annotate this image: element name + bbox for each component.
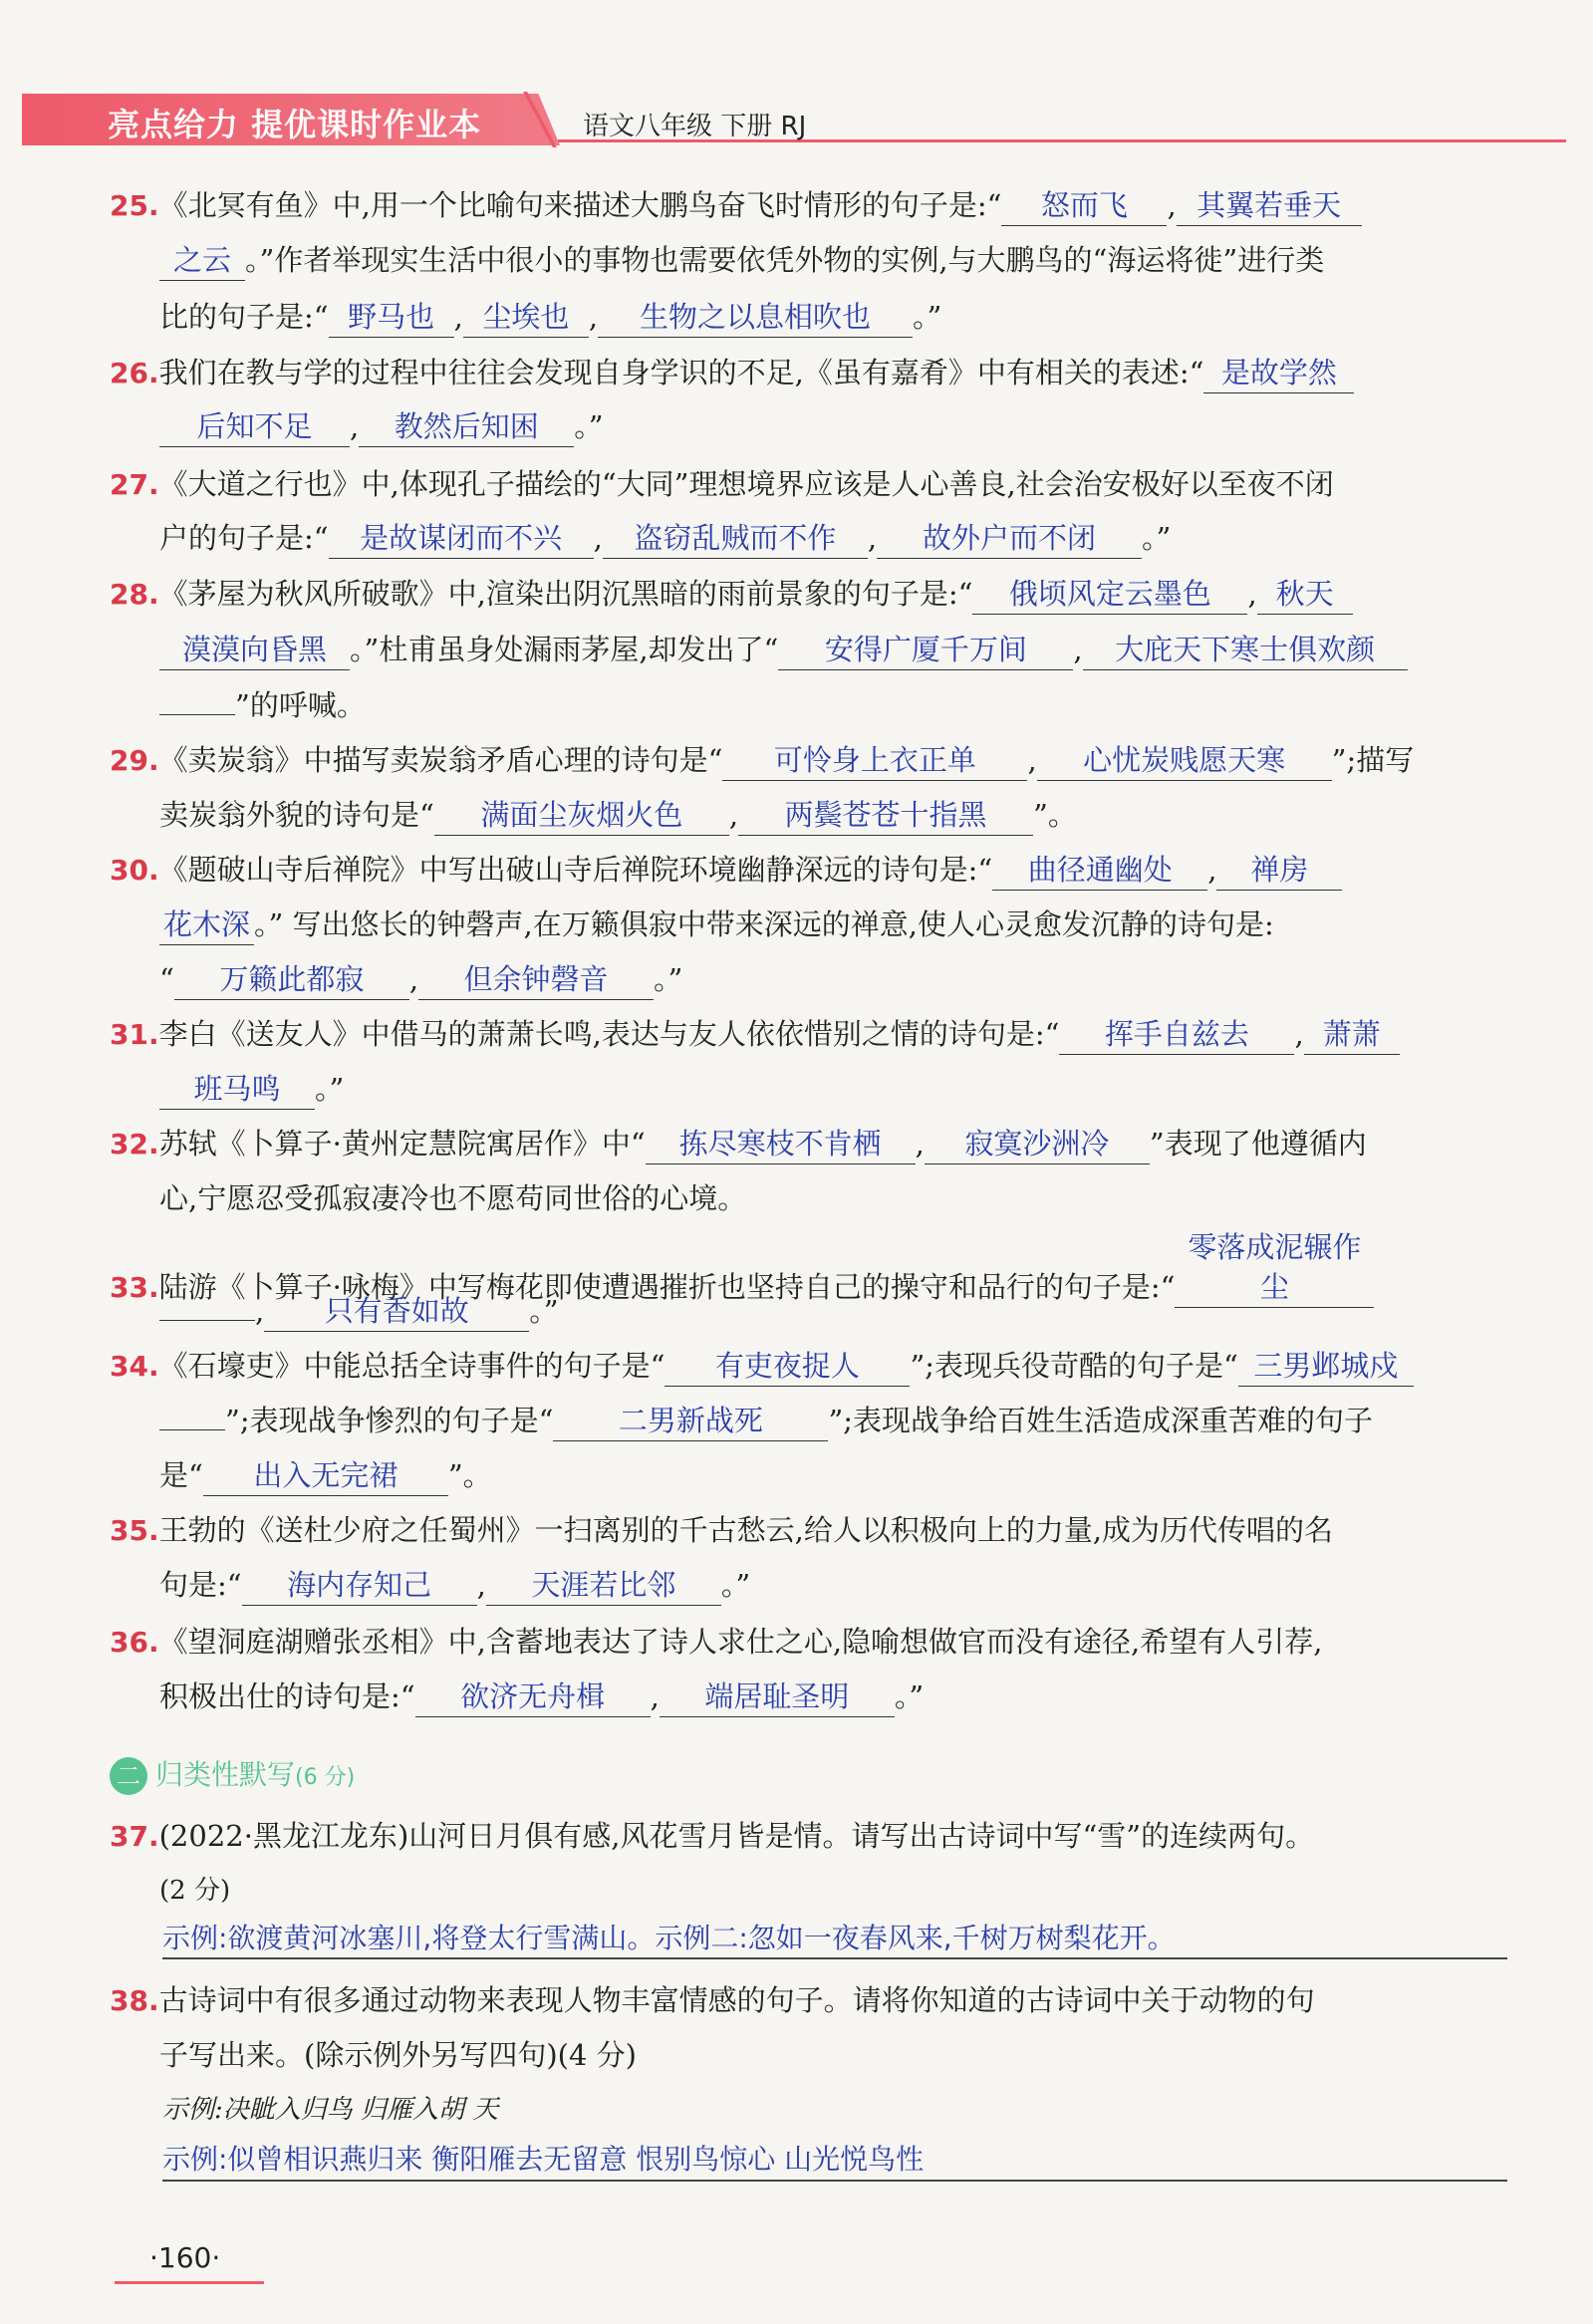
question-number: 29. [110,744,159,777]
answer-blank [159,714,235,715]
answer-blank: 秋天 [1257,574,1353,615]
question-number: 26. [110,357,159,389]
question-29: 29.《卖炭翁》中描写卖炭翁矛盾心理的诗句是“ 可怜身上衣正单 , 心忧炭贱愿天寒 ”;描写 [110,732,1514,789]
question-number: 37. [110,1820,159,1853]
header-brand: 亮点给力 提优课时作业本 [108,106,482,143]
answer-blank: 两鬓苍苍十指黑 [738,795,1033,836]
question-number: 33. [110,1271,159,1304]
question-number: 34. [110,1350,159,1383]
question-27-line2: 户的句子是:“ 是故谋闭而不兴 , 盗窃乱贼而不作 , 故外户而不闭 。” [159,510,1514,566]
question-37-answer: 示例:欲渡黄河冰塞川,将登太行雪满山。示例二:忽如一夜春风来,千树万树梨花开。 [162,1922,1176,1954]
answer-blank: 曲径通幽处 [992,850,1207,891]
section-heading [110,1753,355,1795]
answer-blank: 三男邺城戍 [1238,1346,1414,1387]
answer-blank: 教然后知困 [359,406,574,447]
question-33: 33.陆游《卜算子·咏梅》中写梅花即使遭遇摧折也坚持自己的操守和品行的句子是:“零落成泥辗作尘 [110,1227,1514,1316]
question-27: 27.《大道之行也》中,体现孔子描绘的“大同”理想境界应该是人心善良,社会治安极好以至夜不闭 [110,467,1334,501]
answer-blank: 海内存知己 [242,1565,477,1606]
question-26-line2: 后知不足 , 教然后知困 。” [159,398,1514,454]
question-36-line2: 积极出仕的诗句是:“ 欲济无舟楫 , 端居耻圣明 。” [159,1669,1514,1724]
section-title: 归类性默写 [155,1758,296,1791]
answer-blank: 寂寞沙洲冷 [925,1124,1150,1164]
question-30: 30.《题破山寺后禅院》中写出破山寺后禅院环境幽静深远的诗句是:“ 曲径通幽处 , 禅房 [110,842,1514,899]
answer-blank: 是故学然 [1203,353,1354,393]
section-score: (6 分) [295,1765,356,1790]
question-number: 30. [110,854,159,887]
section-badge: 二 [110,1757,147,1795]
question-37: 37.(2022·黑龙江龙东)山河日月俱有感,风花雪月皆是情。请写出古诗词中写“雪”的连续两句。 [110,1819,1315,1853]
answer-blank [159,1320,255,1321]
question-38-answer: 示例:似曾相识燕归来 衡阳雁去无留意 恨别鸟惊心 山光悦鸟性 [162,2143,925,2176]
page-number: ·160· [149,2241,221,2274]
question-34: 34.《石壕吏》中能总括全诗事件的句子是“ 有吏夜捉人 ”;表现兵役苛酷的句子是“ 三男邺城戍 [110,1338,1514,1395]
answer-blank: 野马也 [329,297,454,338]
answer-blank: 拣尽寒枝不肯栖 [646,1124,916,1164]
question-28: 28.《茅屋为秋风所破歌》中,渲染出阴沉黑暗的雨前景象的句子是:“ 俄顷风定云墨色 , 秋天 [110,566,1514,623]
answer-blank: 盗窃乱贼而不作 [603,518,868,559]
question-number: 27. [110,468,159,501]
answer-blank: 万籁此都寂 [174,959,409,1000]
question-31-line2: 班马鸣 。” [159,1061,1514,1117]
question-38: 38.古诗词中有很多通过动物来表现人物丰富情感的句子。请将你知道的古诗词中关于动物的句 [110,1983,1315,2017]
answer-blank: 可怜身上衣正单 [722,740,1027,781]
question-29-line2: 卖炭翁外貌的诗句是“ 满面尘灰烟火色 , 两鬓苍苍十指黑 ”。 [159,787,1514,843]
question-30-line2: 花木深 。” 写出悠长的钟磬声,在万籁俱寂中带来深远的禅意,使人心灵愈发沉静的诗句是: [159,897,1514,952]
question-25-line2: 之云 。”作者举现实生活中很小的事物也需要依凭外物的实例,与大鹏鸟的“海运将徙”进行类 [110,232,1514,288]
answer-blank: 零落成泥辗作尘 [1175,1227,1374,1308]
answer-blank: 俄顷风定云墨色 [972,574,1247,615]
answer-blank: 端居耻圣明 [660,1677,895,1717]
answer-blank: 花木深 [159,904,254,945]
question-31: 31.李白《送友人》中借马的萧萧长鸣,表达与友人依依惜别之情的诗句是:“ 挥手自兹去 , 萧萧 [110,1006,1514,1063]
answer-blank: 故外户而不闭 [877,518,1142,559]
answer-blank [159,1429,225,1430]
question-38-line2: 子写出来。(除示例外另写四句)(4 分) [159,2038,637,2072]
answer-blank: 安得广厦千万间 [778,630,1073,670]
page-number-rule [115,2281,264,2284]
answer-blank: 其翼若垂天 [1177,185,1362,226]
question-32: 32.苏轼《卜算子·黄州定慧院寓居作》中“ 拣尽寒枝不肯栖 , 寂寞沙洲冷 ”表现了他遵循内 [110,1116,1514,1172]
question-32-line2: 心,宁愿忍受孤寂凄冷也不愿苟同世俗的心境。 [159,1181,747,1215]
answer-blank: 禅房 [1216,850,1342,891]
answer-blank: 满面尘灰烟火色 [434,795,729,836]
question-35: 35.王勃的《送杜少府之任蜀州》一扫离别的千古愁云,给人以积极向上的力量,成为历代传唱的名 [110,1513,1334,1547]
answer-blank: 出入无完裙 [203,1455,448,1496]
answer-blank: 是故谋闭而不兴 [329,518,594,559]
question-38-example: 示例:决眦入归鸟 归雁入胡 天 [162,2095,499,2125]
answer-rule [162,1957,1507,1959]
answer-blank: 心忧炭贱愿天寒 [1037,740,1332,781]
question-number: 31. [110,1018,159,1051]
answer-blank: 后知不足 [159,406,350,447]
answer-blank: 之云 [159,240,245,281]
answer-blank: 萧萧 [1304,1014,1400,1055]
question-34-line2: ”;表现战争惨烈的句子是“ 二男新战死 ”;表现战争给百姓生活造成深重苦难的句子 [159,1393,1514,1448]
answer-blank: 挥手自兹去 [1059,1014,1294,1055]
answer-blank: 有吏夜捉人 [664,1346,910,1387]
answer-blank: 欲济无舟楫 [415,1677,651,1717]
answer-blank: 只有香如故 [264,1291,529,1332]
question-35-line2: 句是:“ 海内存知己 , 天涯若比邻 。” [159,1557,1514,1613]
question-25-line3: 比的句子是:“ 野马也 , 尘埃也 , 生物之以息相吹也 。” [159,289,1514,345]
question-37-score: (2 分) [159,1876,231,1906]
question-36: 36.《望洞庭湖赠张丞相》中,含蓄地表达了诗人求仕之心,隐喻想做官而没有途径,希望有人引荐, [110,1625,1323,1659]
question-34-line3: 是“ 出入无完裙 ”。 [159,1447,1514,1503]
answer-blank: 尘埃也 [463,297,589,338]
answer-blank: 班马鸣 [159,1069,315,1110]
answer-blank: 生物之以息相吹也 [598,297,913,338]
header-subject: 语文八年级 下册 RJ [583,112,807,141]
answer-blank: 天涯若比邻 [486,1565,721,1606]
question-number: 36. [110,1626,159,1659]
answer-blank: 大庇天下寒士俱欢颜 [1083,630,1408,670]
question-number: 38. [110,1984,159,2017]
question-number: 28. [110,578,159,611]
answer-blank: 怒而飞 [1001,185,1167,226]
question-33-line2: , 只有香如故 。” [159,1283,1514,1339]
question-26: 26.我们在教与学的过程中往往会发现自身学识的不足,《虽有嘉肴》中有相关的表述:“ 是故学然 [110,345,1514,401]
question-25: 25.《北冥有鱼》中,用一个比喻句来描述大鹏鸟奋飞时情形的句子是:“ 怒而飞 , 其翼若垂天 [110,177,1514,234]
question-number: 25. [110,189,159,222]
answer-blank: 漠漠向昏黑 [159,630,350,670]
question-30-line3: “ 万籁此都寂 , 但余钟磬音 。” [159,951,1514,1007]
question-28-line2: 漠漠向昏黑 。”杜甫虽身处漏雨茅屋,却发出了“ 安得广厦千万间 , 大庇天下寒士俱欢颜 [159,622,1514,677]
answer-blank: 二男新战死 [553,1401,828,1441]
question-number: 32. [110,1128,159,1161]
question-28-line3: ”的呼喊。 [159,677,1514,733]
answer-blank: 但余钟磬音 [418,959,654,1000]
question-number: 35. [110,1514,159,1547]
answer-rule [162,2180,1507,2182]
